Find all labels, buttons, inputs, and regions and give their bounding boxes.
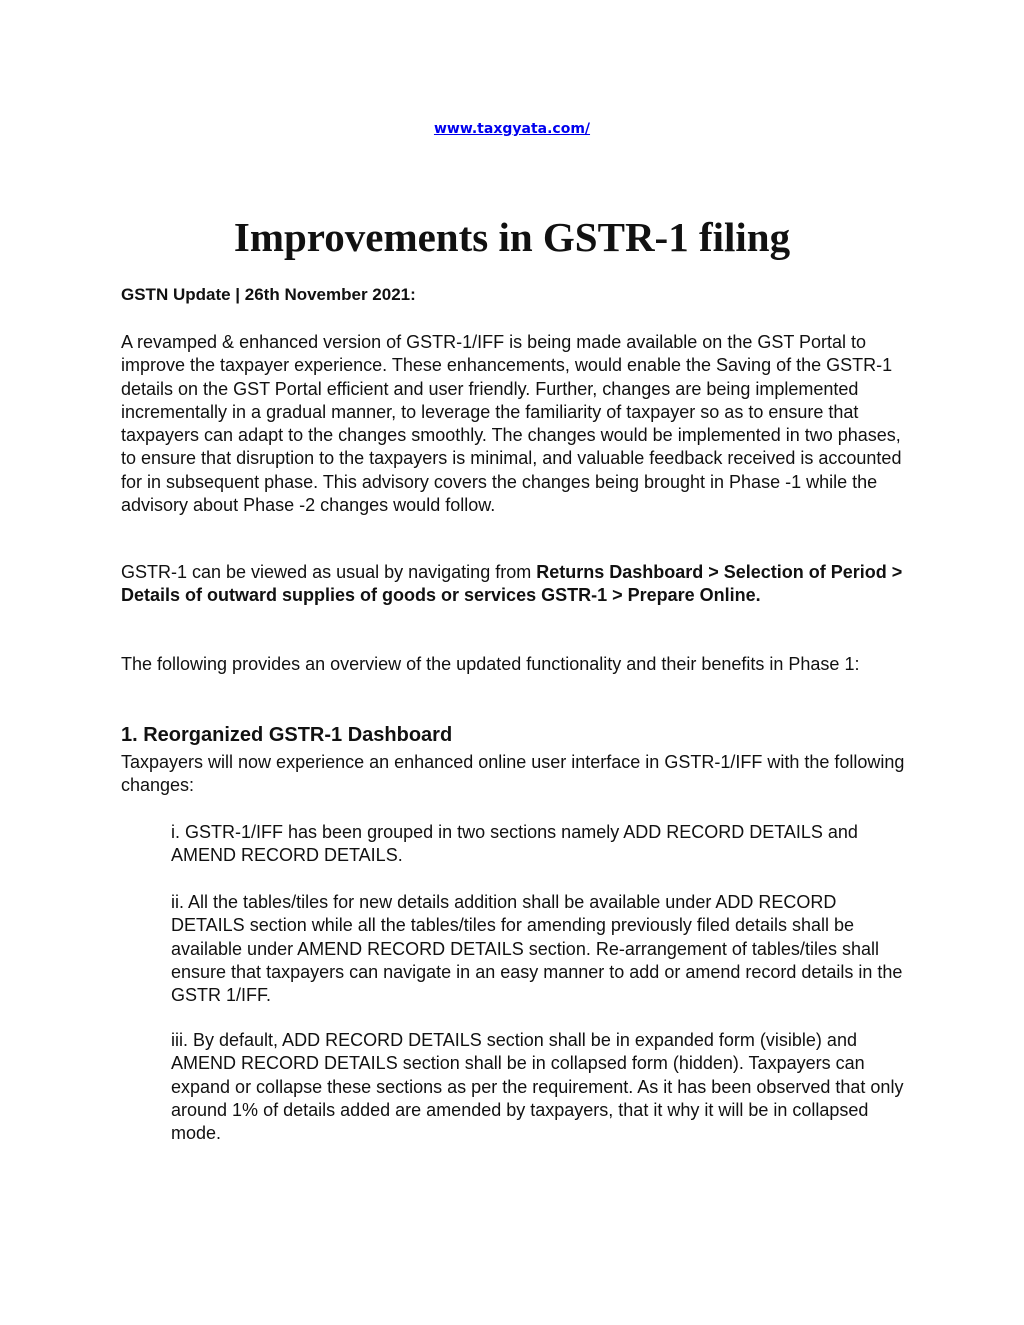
list-item: i. GSTR-1/IFF has been grouped in two sections namely ADD RECORD DETAILS and AMEND RECORD DETAILS. (171, 822, 858, 866)
intro-paragraph: A revamped & enhanced version of GSTR-1/IFF is being made available on the GST Portal to improve the taxpayer experience. These enhancements, would enable the Saving of the GSTR-1 details on the GST Portal efficient and user friendly. Further, changes are being implemented incrementally in a gradual manner, to leverage the familiarity of taxpayer so as to ensure that taxpayers can adapt to the changes smoothly. The changes would be implemented in two phases, to ensure that disruption to the taxpayers is minimal, and valuable feedback received is accounted for in subsequent phase. This advisory covers the changes being brought in Phase -1 while the advisory about Phase -2 changes would follow. (121, 332, 902, 516)
navigation-prefix: GSTR-1 can be viewed as usual by navigating from (121, 562, 537, 582)
navigation-path: Returns Dashboard > Selection of Period > Details of outward supplies of goods or services GSTR-1 > Prepare Online. (121, 562, 903, 606)
section-heading: 1. Reorganized GSTR-1 Dashboard (121, 724, 453, 746)
list-item: iii. By default, ADD RECORD DETAILS section shall be in expanded form (visible) and AMEND RECORD DETAILS section shall be in collapsed form (hidden). Taxpayers can expand or collapse these sections as per the requirement. As it has been observed that only around 1% of details added are amended by taxpayers, that it why it will be in collapsed mode. (171, 1030, 904, 1144)
overview-paragraph: The following provides an overview of the updated functionality and their benefits in Phase 1: (121, 654, 860, 674)
navigation-paragraph (121, 561, 911, 608)
section-intro: Taxpayers will now experience an enhanced online user interface in GSTR-1/IFF with the following changes: (121, 752, 905, 796)
website-link[interactable]: www.taxgyata.com/ (433, 121, 591, 137)
update-line: GSTN Update | 26th November 2021: (121, 285, 416, 304)
list-item: ii. All the tables/tiles for new details addition shall be available under ADD RECORD DETAILS section while all the tables/tiles for amending previously filed details shall be available under AMEND RECORD DETAILS section. Re-arrangement of tables/tiles shall ensure that taxpayers can navigate in an easy manner to add or amend record details in the GSTR 1/IFF. (171, 892, 903, 1006)
document-title: Improvements in GSTR-1 filing (233, 214, 791, 260)
